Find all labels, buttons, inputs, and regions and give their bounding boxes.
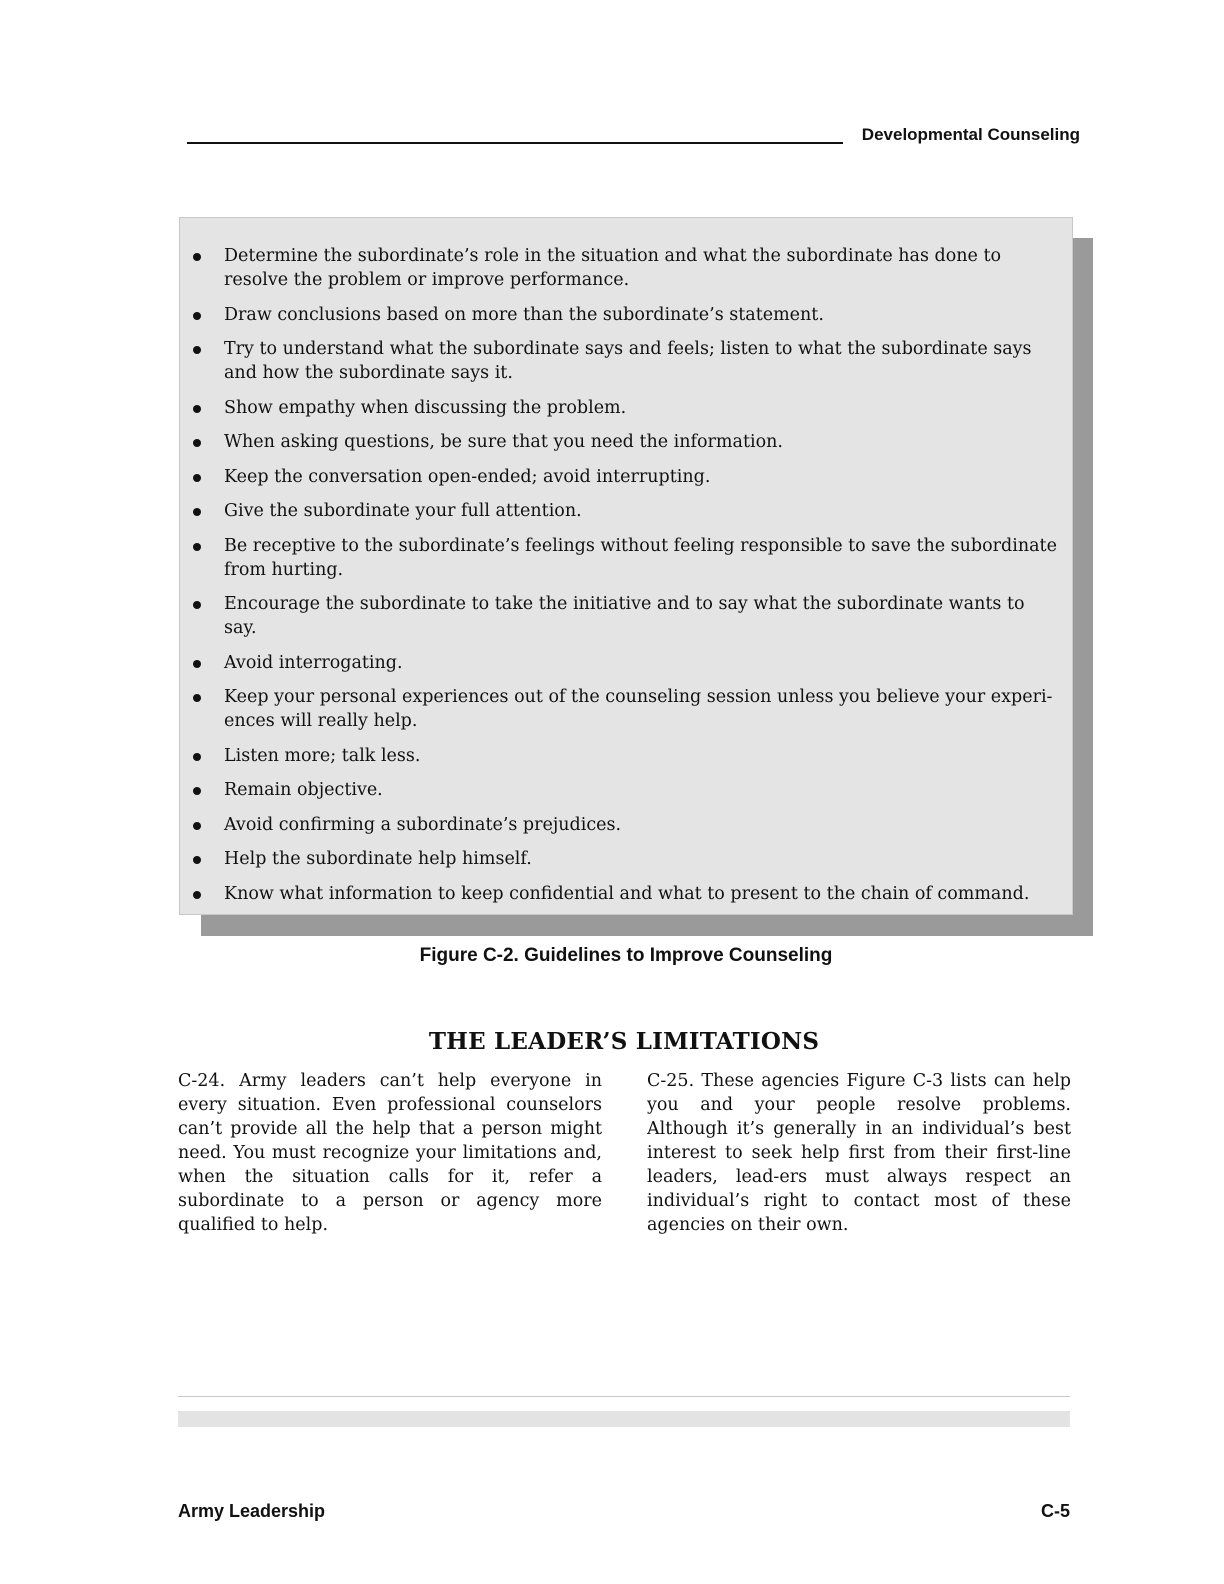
bullet-icon [193, 856, 201, 864]
bullet-icon [193, 543, 201, 551]
bullet-icon [193, 822, 201, 830]
bullet-icon [193, 439, 201, 447]
bullet-icon [193, 312, 201, 320]
bullet-icon [193, 601, 201, 609]
list-item: Determine the subordinate’s role in the situation and what the subordinate has done to resolve the problem or improve performance. [180, 244, 1062, 292]
bullet-icon [193, 346, 201, 354]
bullet-icon [193, 694, 201, 702]
list-item: Try to understand what the subordinate says and feels; listen to what the subordinate says and how the subordinate says it. [180, 337, 1062, 385]
bullet-icon [193, 508, 201, 516]
list-item: Show empathy when discussing the problem. [180, 396, 1062, 420]
list-item: When asking questions, be sure that you need the information. [180, 430, 1062, 454]
list-item: Listen more; talk less. [180, 744, 1062, 768]
list-item: Keep the conversation open-ended; avoid interrupting. [180, 465, 1062, 489]
list-item: Draw conclusions based on more than the subordinate’s statement. [180, 303, 1062, 327]
bullet-icon [193, 405, 201, 413]
running-header: Developmental Counseling [861, 125, 1080, 144]
list-item: Avoid confirming a subordinate’s prejudices. [180, 813, 1062, 837]
bullet-icon [193, 753, 201, 761]
list-item: Encourage the subordinate to take the initiative and to say what the subordinate wants to say. [180, 592, 1062, 640]
list-item: Remain objective. [180, 778, 1062, 802]
paragraph-c-24: C-24. Army leaders can’t help everyone in every situation. Even professional counselors can’t provide all the help that a person might need. You must recognize your limitations and, when the situation calls for it, refer a subordinate to a person or agency more qualified to help. [178, 1071, 602, 1235]
footer-rule [178, 1396, 1070, 1397]
paragraph-c-25: C-25. These agencies Figure C-3 lists can help you and your people resolve problems. Although it’s generally in an individual’s best interest to seek help first from their first-line leaders, lead-ers must always respect an individual’s right to contact most of these agencies on their own. [647, 1071, 1071, 1235]
list-item: Avoid interrogating. [180, 651, 1062, 675]
footer-publication-title: Army Leadership [178, 1501, 326, 1521]
bullet-icon [193, 253, 201, 261]
list-item: Keep your personal experiences out of the counseling session unless you believe your experi-ences will really help. [180, 685, 1062, 733]
bullet-icon [193, 787, 201, 795]
list-item: Give the subordinate your full attention. [180, 499, 1062, 523]
list-item: Be receptive to the subordinate’s feelings without feeling responsible to save the subordinate from hurting. [180, 534, 1062, 582]
list-item: Help the subordinate help himself. [180, 847, 1062, 871]
page-number: C-5 [1040, 1501, 1070, 1521]
figure-caption: Figure C-2. Guidelines to Improve Counseling [419, 945, 833, 966]
list-item: Know what information to keep confidential and what to present to the chain of command. [180, 882, 1062, 906]
bullet-icon [193, 474, 201, 482]
section-heading: THE LEADER’S LIMITATIONS [428, 1028, 820, 1055]
bullet-icon [193, 660, 201, 668]
bullet-icon [193, 891, 201, 899]
footer-band [178, 1411, 1070, 1427]
figure-box [179, 217, 1073, 915]
header-rule [187, 142, 843, 144]
guidelines-list [180, 218, 1072, 906]
